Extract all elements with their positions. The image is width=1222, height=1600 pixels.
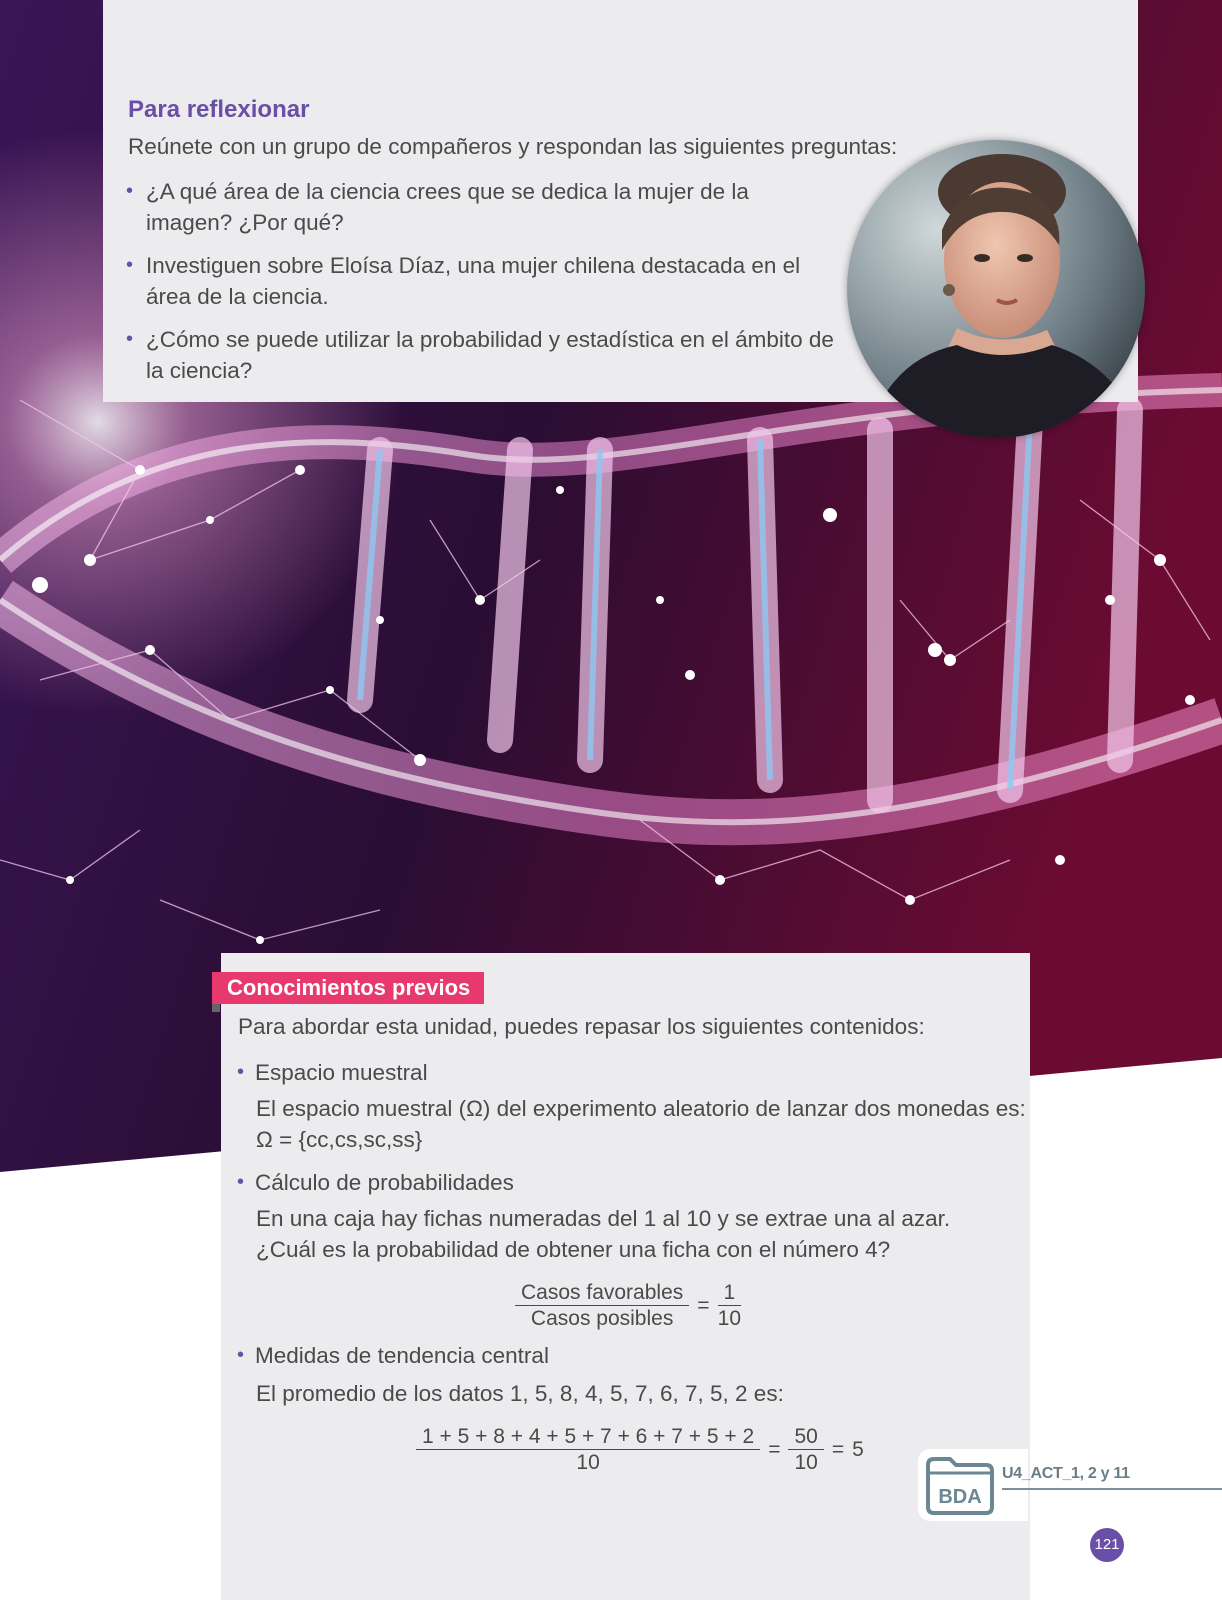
reflexionar-intro: Reúnete con un grupo de compañeros y respondan las siguientes preguntas:: [128, 134, 898, 159]
equals-sign: =: [831, 1437, 845, 1461]
question-text: ¿Cómo se puede utilizar la probabilidad y estadística en el ámbito de la ciencia?: [146, 327, 834, 383]
knowledge-text: El promedio de los datos 1, 5, 8, 4, 5, 7, 6, 7, 5, 2 es:: [256, 1381, 784, 1406]
numerator: 1 + 5 + 8 + 4 + 5 + 7 + 6 + 7 + 5 + 2: [416, 1424, 760, 1450]
denominator: 10: [576, 1451, 600, 1474]
conocimientos-intro: Para abordar esta unidad, puedes repasar los siguientes contenidos:: [238, 1014, 925, 1039]
portrait-image: [847, 140, 1145, 438]
conocimientos-title: Conocimientos previos: [212, 972, 484, 1004]
numerator: Casos favorables: [515, 1280, 689, 1306]
numerator: 50: [788, 1424, 823, 1450]
bda-code: U4_ACT_1, 2 y 11: [1002, 1465, 1130, 1482]
knowledge-text: En una caja hay fichas numeradas del 1 al 10 y se extrae una al azar.: [256, 1206, 951, 1231]
knowledge-text: Ω = {cc,cs,sc,ss}: [256, 1127, 423, 1152]
knowledge-label: • Medidas de tendencia central: [237, 1340, 549, 1371]
reflexionar-title: Para reflexionar: [128, 96, 310, 123]
knowledge-label: • Cálculo de probabilidades: [237, 1167, 514, 1198]
bullet-icon: •: [126, 328, 134, 350]
bullet-icon: •: [237, 1061, 245, 1083]
question-item: [126, 324, 836, 386]
denominator: 10: [717, 1307, 742, 1330]
bullet-icon: •: [237, 1171, 245, 1193]
knowledge-label: • Espacio muestral: [237, 1057, 428, 1088]
question-text: Investiguen sobre Eloísa Díaz, una mujer chilena destacada en el área de la ciencia.: [146, 253, 801, 309]
question-item: [126, 250, 836, 312]
knowledge-text: ¿Cuál es la probabilidad de obtener una ficha con el número 4?: [256, 1237, 891, 1262]
bullet-icon: •: [237, 1344, 245, 1366]
probability-formula: [515, 1280, 741, 1331]
bullet-icon: •: [126, 180, 134, 202]
fraction: [515, 1280, 689, 1331]
folder-icon[interactable]: [924, 1455, 996, 1515]
bullet-icon: •: [126, 254, 134, 276]
question-text: ¿A qué área de la ciencia crees que se dedica la mujer de la imagen? ¿Por qué?: [146, 179, 749, 235]
bda-badge-text: BDA: [938, 1486, 982, 1508]
fraction: [718, 1280, 742, 1331]
denominator: Casos posibles: [530, 1307, 674, 1330]
equals-sign: =: [697, 1293, 710, 1317]
denominator: 10: [794, 1451, 818, 1474]
mean-result: 5: [852, 1437, 864, 1461]
knowledge-item: [237, 1167, 514, 1198]
divider: [1002, 1488, 1222, 1490]
page-number: 121: [1090, 1528, 1124, 1562]
conocimientos-tab: [212, 972, 492, 1012]
conocimientos-panel: [221, 953, 1030, 1600]
fraction: [788, 1424, 823, 1475]
knowledge-item: [237, 1057, 428, 1088]
mean-formula: [416, 1424, 864, 1475]
fraction: [416, 1424, 760, 1475]
reflexionar-questions: [126, 176, 836, 398]
equals-sign: =: [768, 1437, 781, 1461]
knowledge-item: [237, 1340, 549, 1371]
knowledge-text: El espacio muestral (Ω) del experimento aleatorio de lanzar dos monedas es:: [256, 1096, 1026, 1121]
question-item: [126, 176, 836, 238]
numerator: 1: [718, 1280, 742, 1306]
